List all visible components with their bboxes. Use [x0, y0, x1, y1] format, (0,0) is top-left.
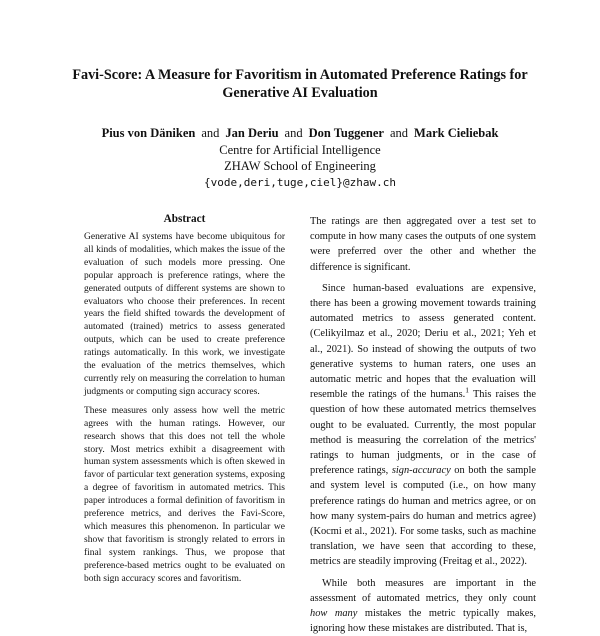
body-text: While both measures are important in the assessment of automated metrics, they only count: [310, 577, 536, 604]
author-name: Don Tuggener: [308, 126, 384, 140]
emphasis-text: sign-accuracy: [391, 465, 451, 477]
abstract-column: [84, 212, 285, 591]
body-text: Since human-based evaluations are expensive, there has been a growing movement towards training automated metrics to assess generated content. (Celikyilmaz et al., 2020; Deriu et al., 2021; Yeh et al., 2021). So instead of showing the outputs of two generative systems to human raters, one uses an automatic metric and hopes that the evaluation will resemble the ratings of the humans.: [310, 282, 536, 401]
body-text: mistakes the metric typically makes, ignoring how these mistakes are distributed. That is,: [310, 608, 536, 635]
affiliation-line-1: Centre for Artificial Intelligence: [219, 143, 381, 157]
affiliation-line-2: ZHAW School of Engineering: [224, 159, 376, 173]
body-paragraph-2: [310, 281, 536, 570]
body-text: on both the sample and system level is computed (i.e., on how many preference ratings do human and metrics agree, or on how many system-pairs do human and metrics agree) (Kocmi et al., 2021). For some tasks, such as machine translation, we have seen that according to these, metrics are steadily improving (Freitag et al., 2022).: [310, 465, 536, 568]
author-name: Pius von Däniken: [101, 126, 196, 140]
author-separator: and: [201, 126, 220, 140]
body-text: This raises the question of how these automated metrics themselves ought to be evaluated. Currently, the most popular method is measuring the correlation of the metrics' ratings to human judgments, or in the case of preference ratings,: [310, 389, 536, 477]
abstract-paragraph-2: These measures only assess how well the metric agrees with the human ratings. However, our research shows that this does not tell the whole story. Most metrics exhibit a disagreement with human system assessments which is often skewed in favor of particular text generation systems, exposing a degree of favoritism in automated metrics. This paper introduces a formal definition of favoritism in preference metrics, and derives the Favi-Score, which measures this phenomenon. In particular we show that favoritism is strongly related to errors in final system rankings. Thus, we propose that preference-based metrics ought to be evaluated on both sign accuracy scores and favoritism.: [84, 405, 285, 584]
body-column: [310, 214, 536, 636]
body-paragraph-3: [310, 576, 536, 636]
author-separator: and: [284, 126, 303, 140]
author-name: Jan Deriu: [225, 126, 279, 140]
footnote-marker[interactable]: 1: [465, 385, 470, 395]
author-separator: and: [389, 126, 409, 140]
abstract-paragraph-1: Generative AI systems have become ubiquitous for all kinds of modalities, which makes the issue of the evaluation of such models more pressing. One popular approach is preference ratings, where the generated outputs of different systems are shown to evaluators who choose their preferences. In recent years the field shifted towards the development of automated (trained) metrics to assess generated outputs, which can be used to create preference ratings automatically. In this work, we investigate the evaluation of the metrics themselves, which currently rely on measuring the correlation to human judgments or computing sign accuracy scores.: [84, 232, 285, 397]
author-name: Mark Cieliebak: [414, 126, 499, 140]
abstract-heading: Abstract: [163, 213, 206, 225]
body-paragraph-1: The ratings are then aggregated over a test set to compute in how many cases the outputs of one system were preferred over the other and whether the difference is significant.: [310, 216, 536, 273]
paper-title: Favi-Score: A Measure for Favoritism in Automated Preference Ratings for Generative AI Evaluation: [72, 67, 528, 101]
author-line: [40, 125, 560, 141]
emphasis-text: how many: [310, 608, 358, 620]
author-email: {vode,deri,tuge,ciel}@zhaw.ch: [203, 176, 397, 189]
